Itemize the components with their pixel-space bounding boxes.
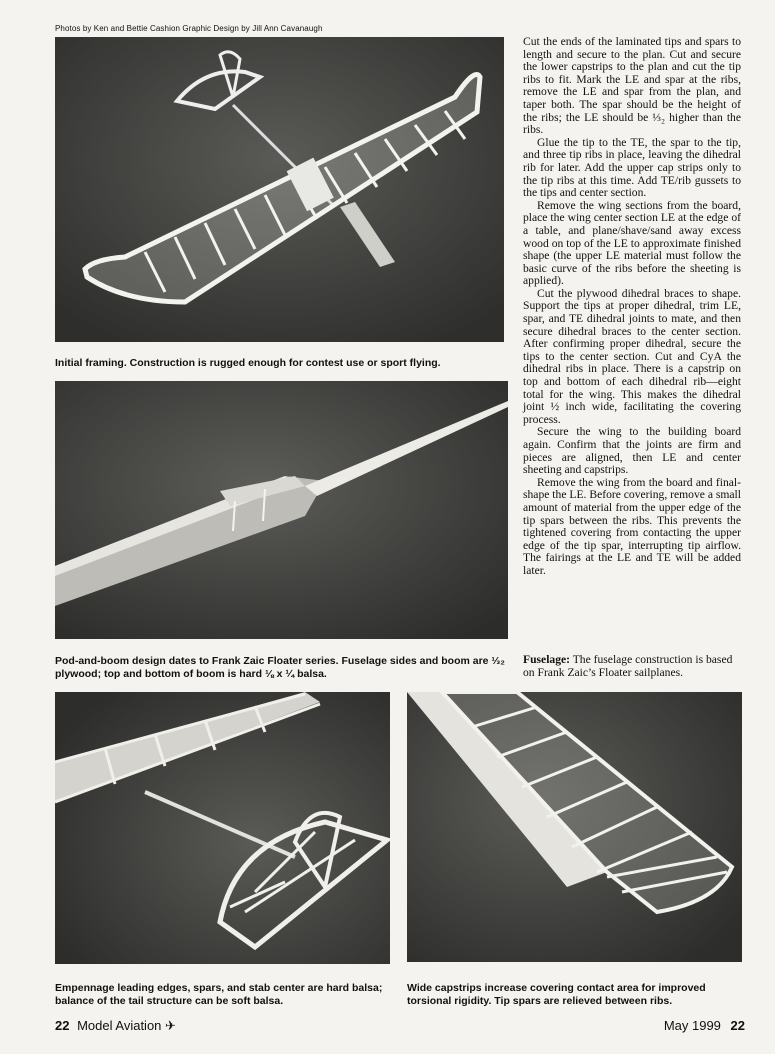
body-text-column <box>523 36 741 578</box>
fuselage-text: The fuselage construction is based on Frank Zaic’s Floater sailplanes. <box>523 653 733 679</box>
footer-left <box>55 1018 176 1034</box>
page-number-left: 22 <box>55 1018 70 1033</box>
body-paragraph: Remove the wing from the board and final-shape the LE. Before covering, remove a small amount of material from the upper edge of the tip spars between the ribs. This prevents the tightened covering from contacting the upper edge of the tip spar, interrupting tip airflow. The fairings at the LE and TE will be added later. <box>523 475 741 577</box>
fuselage-heading: Fuselage: <box>523 653 571 666</box>
empennage-image <box>55 692 390 964</box>
caption-photo4: Wide capstrips increase covering contact area for improved torsional rigidity. Tip spars are relieved between ribs. <box>407 982 706 1007</box>
issue-date: May 1999 <box>663 1018 721 1033</box>
plane-icon: ✈ <box>165 1018 176 1033</box>
photo-initial-framing <box>55 37 504 342</box>
body-paragraph: Secure the wing to the building board again. Confirm that the joints are firm and pieces are aligned, then LE and center sheeting and capstrips. <box>523 425 741 477</box>
caption-photo2: Pod-and-boom design dates to Frank Zaic Floater series. Fuselage sides and boom are ⅓₂ plywood; top and bottom of boom is hard ⅛ x ¼ balsa. <box>55 655 505 680</box>
fuselage-image <box>55 381 508 639</box>
body-paragraph: Remove the wing sections from the board, place the wing center section LE at the edge of a table, and plane/shave/sand away excess wood on top of the LE to approximate finished shape (the upper LE material must follow the basic curve of the ribs before the sheeting is applied). <box>523 198 741 288</box>
photo-wing-tip <box>407 692 742 962</box>
caption-photo3: Empennage leading edges, spars, and stab center are hard balsa; balance of the tail structure can be soft balsa. <box>55 982 383 1007</box>
photo-fuselage <box>55 381 508 639</box>
framing-image <box>55 37 504 342</box>
body-paragraph: Glue the tip to the TE, the spar to the tip, and three tip ribs in place, leaving the dihedral rib for later. Add the upper cap strips only to the tip ribs at this time. Add TE/rib gussets to the tips and center section. <box>523 135 741 200</box>
caption-photo1: Initial framing. Construction is rugged enough for contest use or sport flying. <box>55 357 441 369</box>
footer-right <box>664 1018 745 1033</box>
photo-credits: Photos by Ken and Bettie Cashion Graphic Design by Jill Ann Cavanaugh <box>55 24 323 33</box>
wing-tip-image <box>407 692 742 962</box>
body-paragraph: Cut the ends of the laminated tips and spars to length and secure to the plan. Cut and secure the lower capstrips to the plan and cut the tip ribs to fit. Mark the LE and spar at the ribs, remove the LE and spar from the plan, and taper both. The spar should be the height of the ribs; the LE should be ⅓₂ higher than the ribs. <box>523 35 741 137</box>
page-number-right: 22 <box>730 1018 745 1033</box>
fuselage-section <box>523 654 741 679</box>
body-paragraph: Cut the plywood dihedral braces to shape. Support the tips at proper dihedral, trim LE, spar, and TE dihedral joints to mate, and then secure dihedral braces to the center section. After confirming proper dihedral, secure the tips to the center section. Cut and CyA the dihedral ribs in place. There is a capstrip on top and bottom of each dihedral rib—eight total for the wing. This makes the dihedral joint ½ inch wide, facilitating the covering process. <box>523 286 741 426</box>
magazine-name: Model Aviation <box>77 1018 162 1033</box>
photo-empennage <box>55 692 390 964</box>
